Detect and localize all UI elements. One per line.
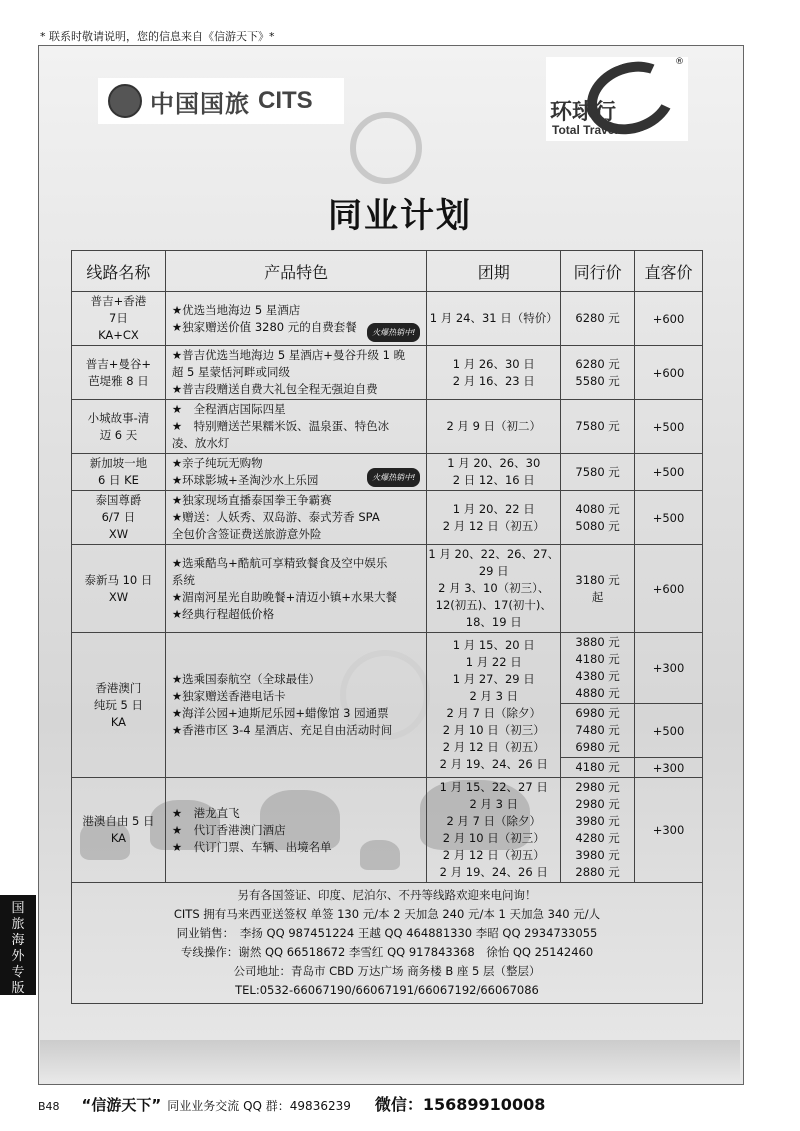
price-cell [561, 400, 635, 454]
price-line: 2980 元 [575, 797, 620, 811]
date-line: 2 月 3 日 [469, 689, 519, 703]
feature-line: ★独家赠送香港电话卡 [171, 689, 286, 703]
route-line: 泰国尊爵 [95, 493, 142, 507]
route-cell [72, 545, 166, 633]
route-line: KA [110, 831, 127, 845]
features-line: 超 5 星蒙恬河畔或同级 [171, 365, 291, 379]
table-row [72, 292, 703, 346]
direct-price-cell: +500 [635, 491, 703, 545]
date-line: 1 月 15、20 日 [452, 638, 535, 652]
info-line: CITS 拥有马来西亚送签权 单签 130 元/本 2 天加急 240 元/本 1 天加急 340 元/人 [173, 907, 601, 921]
dates-line: 1 月 20、22 日 [452, 501, 535, 516]
route-line: XW [108, 527, 129, 541]
cits-logo-en: CITS [258, 87, 313, 114]
features-line: ★赠送：人妖秀、双岛游、泰式芳香 SPA [171, 510, 380, 524]
wechat-id: 微信：15689910008 [374, 1095, 546, 1114]
features-line: 系统 [171, 572, 195, 587]
bottom-bar [38, 1092, 545, 1115]
dates-line: 18、19 日 [465, 615, 522, 629]
route-line: 6 日 KE [97, 473, 139, 487]
price-line: 3980 元 [575, 814, 620, 828]
hot-sale-badge: 火爆热销中! [367, 468, 420, 487]
table-row [72, 545, 703, 633]
route-line: 小城故事-清 [87, 410, 150, 425]
cits-logo [98, 78, 344, 124]
date-line: 2 月 7 日（除夕） [446, 814, 542, 828]
route-cell [72, 778, 166, 883]
price-cell [561, 545, 635, 633]
side-tab-char: 版 [11, 981, 25, 996]
qq-group: 同业业务交流 QQ 群：49836239 [167, 1099, 351, 1113]
page-number: B48 [38, 1100, 60, 1113]
info-line: TEL:0532-66067190/66067191/66067192/66067086 [235, 983, 539, 997]
price-line: 7480 元 [575, 723, 620, 737]
direct-price-cell: +600 [635, 346, 703, 400]
features-cell [165, 633, 427, 778]
date-line: 2 月 10 日（初三） [442, 831, 545, 845]
dates-line: 1 月 20、22、26、27、 [428, 547, 560, 561]
dates-cell [427, 292, 561, 346]
route-line: 港澳自由 5 日 [82, 814, 155, 828]
direct-price-cell: +300 [635, 758, 703, 778]
direct-price-cell: +300 [635, 633, 703, 704]
features-line: ★独家现场直播泰国拳王争霸赛 [171, 493, 332, 507]
side-tab-char: 国 [11, 901, 25, 916]
feature-line: ★香港市区 3-4 星酒店、充足自由活动时间 [171, 723, 393, 737]
feature-line: ★海洋公园+迪斯尼乐园+蜡像馆 3 园通票 [171, 706, 389, 720]
price-line: 起 [591, 589, 604, 604]
dates-line: 2 月 12 日（初五） [442, 518, 545, 533]
tt-logo-cn: 环球行 [550, 100, 617, 125]
registered-mark: ® [675, 57, 684, 67]
info-line: 专线操作：谢然 QQ 66518672 李雪红 QQ 917843368 徐怡 QQ 25142460 [180, 945, 594, 959]
direct-price-cell: +500 [635, 454, 703, 491]
direct-price-cell: +300 [635, 778, 703, 883]
cits-seal-icon [108, 84, 142, 118]
date-line: 2 月 7 日（除夕） [446, 706, 542, 720]
price-line: 7580 元 [575, 419, 620, 433]
date-line: 1 月 22 日 [465, 655, 522, 669]
route-cell [72, 454, 166, 491]
price-cell [561, 292, 635, 346]
price-line: 4380 元 [575, 669, 620, 683]
features-line: ★选乘酷鸟+酷航可享精致餐食及空中娱乐 [171, 555, 388, 570]
info-line: 另有各国签证、印度、尼泊尔、不丹等线路欢迎来电问询！ [237, 888, 537, 902]
dates-cell [427, 491, 561, 545]
route-line: KA [110, 714, 127, 729]
features-cell [165, 491, 427, 545]
features-line: 全包价含签证费送旅游意外险 [171, 527, 322, 541]
route-line: 普吉+香港 [90, 294, 147, 308]
features-line: ★ 全程酒店国际四星 [171, 402, 286, 416]
info-line: 公司地址：青岛市 CBD 万达广场 商务楼 B 座 5 层（整层） [233, 964, 541, 978]
features-cell [165, 346, 427, 400]
page-title: 同业计划 [328, 196, 472, 236]
water-background [40, 1040, 740, 1080]
price-line: 4280 元 [575, 831, 620, 845]
header-route: 线路名称 [72, 251, 166, 292]
features-cell [165, 292, 427, 346]
features-line: ★亲子纯玩无购物 [171, 456, 263, 470]
price-line: 6280 元 [575, 356, 620, 371]
dates-cell [427, 545, 561, 633]
features-line: 凌、放水灯 [171, 436, 230, 450]
dates-cell [427, 633, 561, 778]
price-line: 2880 元 [575, 865, 620, 879]
route-line: 7日 [109, 311, 128, 325]
price-line: 6280 元 [575, 311, 620, 325]
features-line: ★湄南河星光自助晚餐+清迈小镇+水果大餐 [171, 589, 397, 604]
dates-line: 1 月 20、26、30 [447, 456, 541, 470]
table-header-row [72, 251, 703, 292]
route-line: 迈 6 天 [99, 427, 138, 442]
side-tab [0, 895, 36, 995]
feature-line: ★ 港龙直飞 [171, 805, 240, 820]
price-line: 3180 元 [575, 572, 620, 587]
dates-line: 2 月 3、10（初三）、 [438, 581, 550, 595]
tt-logo-en: Total Travel [552, 123, 618, 137]
top-note: * 联系时敬请说明，您的信息来自《信游天下》* [40, 30, 275, 43]
route-cell [72, 400, 166, 454]
price-cell: 4180 元 [561, 758, 635, 778]
cits-logo-cn: 中国国旅 [150, 89, 250, 118]
price-line: 6980 元 [575, 706, 620, 720]
features-cell [165, 778, 427, 883]
table-row-gangao [72, 778, 703, 883]
price-cell [561, 346, 635, 400]
price-line: 5080 元 [575, 518, 620, 533]
side-tab-char: 旅 [11, 917, 25, 932]
route-cell [72, 292, 166, 346]
dates-line: 1 月 26、30 日 [452, 356, 535, 371]
side-tab-char: 专 [11, 965, 25, 980]
contact-info [72, 883, 703, 1004]
features-line: ★经典行程超低价格 [171, 606, 275, 621]
header-dates: 团期 [427, 251, 561, 292]
features-cell [165, 454, 427, 491]
dates-line: 2 日 12、16 日 [452, 473, 535, 487]
side-tab-char: 外 [11, 949, 25, 964]
route-cell [72, 346, 166, 400]
route-line: 芭堤雅 8 日 [88, 373, 149, 388]
total-travel-logo [546, 57, 688, 141]
header-trade-price: 同行价 [561, 251, 635, 292]
price-cell [561, 633, 635, 704]
date-line: 2 月 10 日（初三） [442, 723, 545, 737]
date-line: 1 月 27、29 日 [452, 672, 535, 686]
route-cell [72, 491, 166, 545]
features-cell [165, 545, 427, 633]
dates-line: 2 月 9 日（初二） [446, 419, 542, 433]
info-line: 同业销售： 李扬 QQ 987451224 王越 QQ 464881330 李昭 QQ 2934733055 [176, 926, 598, 940]
route-line: KA+CX [98, 328, 139, 342]
dates-cell [427, 778, 561, 883]
features-line: ★ 特别赠送芒果糯米饭、温泉蛋、特色冰 [171, 419, 390, 433]
table-row [72, 346, 703, 400]
price-cell [561, 704, 635, 758]
features-line: ★环球影城+圣淘沙水上乐园 [171, 473, 319, 487]
date-line: 1 月 15、22、27 日 [439, 780, 548, 794]
table-row [72, 491, 703, 545]
direct-price-cell: +500 [635, 400, 703, 454]
price-line: 2980 元 [575, 780, 620, 794]
header-features: 产品特色 [165, 251, 427, 292]
price-line: 4180 元 [575, 652, 620, 666]
price-line: 5580 元 [575, 373, 620, 388]
features-line: ★独家赠送价值 3280 元的自费套餐 [171, 319, 357, 334]
direct-price-cell: +600 [635, 292, 703, 346]
dates-line: 1 月 24、31 日（特价） [429, 311, 558, 325]
route-line: XW [108, 589, 129, 604]
side-tab-char: 海 [11, 933, 25, 948]
feature-line: ★ 代订香港澳门酒店 [171, 822, 286, 837]
route-cell [72, 633, 166, 778]
features-line: ★普吉段赠送自费大礼包全程无强迫自费 [171, 382, 378, 396]
features-line: ★优选当地海边 5 星酒店 [171, 302, 301, 317]
route-line: 普吉+曼谷+ [85, 356, 152, 371]
price-line: 6980 元 [575, 740, 620, 754]
price-line: 3980 元 [575, 848, 620, 862]
date-line: 2 月 12 日（初五） [442, 740, 545, 754]
table-row [72, 400, 703, 454]
table-row-hk-macau [72, 633, 703, 704]
feature-line: ★选乘国泰航空（全球最佳） [171, 672, 321, 686]
header-direct-price: 直客价 [635, 251, 703, 292]
brand-name: “信游天下” [81, 1096, 162, 1114]
route-line: 新加坡一地 [89, 456, 148, 470]
features-line: ★普吉优选当地海边 5 星酒店+曼谷升级 1 晚 [171, 348, 406, 362]
price-cell [561, 778, 635, 883]
dharma-wheel-decoration [350, 112, 422, 184]
hot-sale-badge: 火爆热销中! [367, 323, 420, 342]
feature-line: ★ 代订门票、车辆、出境名单 [171, 839, 332, 854]
route-line: 泰新马 10 日 [84, 572, 153, 587]
price-cell [561, 491, 635, 545]
price-line: 4080 元 [575, 501, 620, 516]
route-plan-table [71, 250, 703, 1004]
dates-line: 29 日 [478, 564, 509, 578]
dates-cell [427, 400, 561, 454]
direct-price-cell: +600 [635, 545, 703, 633]
price-line: 3880 元 [575, 635, 620, 649]
table-row [72, 454, 703, 491]
dates-cell [427, 346, 561, 400]
price-line: 7580 元 [575, 464, 620, 479]
table-footer-row [72, 883, 703, 1004]
features-cell [165, 400, 427, 454]
date-line: 2 月 19、24、26 日 [439, 865, 548, 879]
route-line: 纯玩 5 日 [93, 697, 143, 712]
route-line: 香港澳门 [95, 680, 142, 695]
date-line: 2 月 3 日 [469, 797, 519, 811]
dates-line: 12(初五)、17(初十)、 [435, 598, 552, 612]
price-cell [561, 454, 635, 491]
price-line: 4880 元 [575, 686, 620, 700]
direct-price-cell: +500 [635, 704, 703, 758]
date-line: 2 月 12 日（初五） [442, 848, 545, 862]
date-line: 2 月 19、24、26 日 [439, 757, 548, 771]
dates-line: 2 月 16、23 日 [452, 373, 535, 388]
dates-cell [427, 454, 561, 491]
route-line: 6/7 日 [101, 510, 136, 524]
